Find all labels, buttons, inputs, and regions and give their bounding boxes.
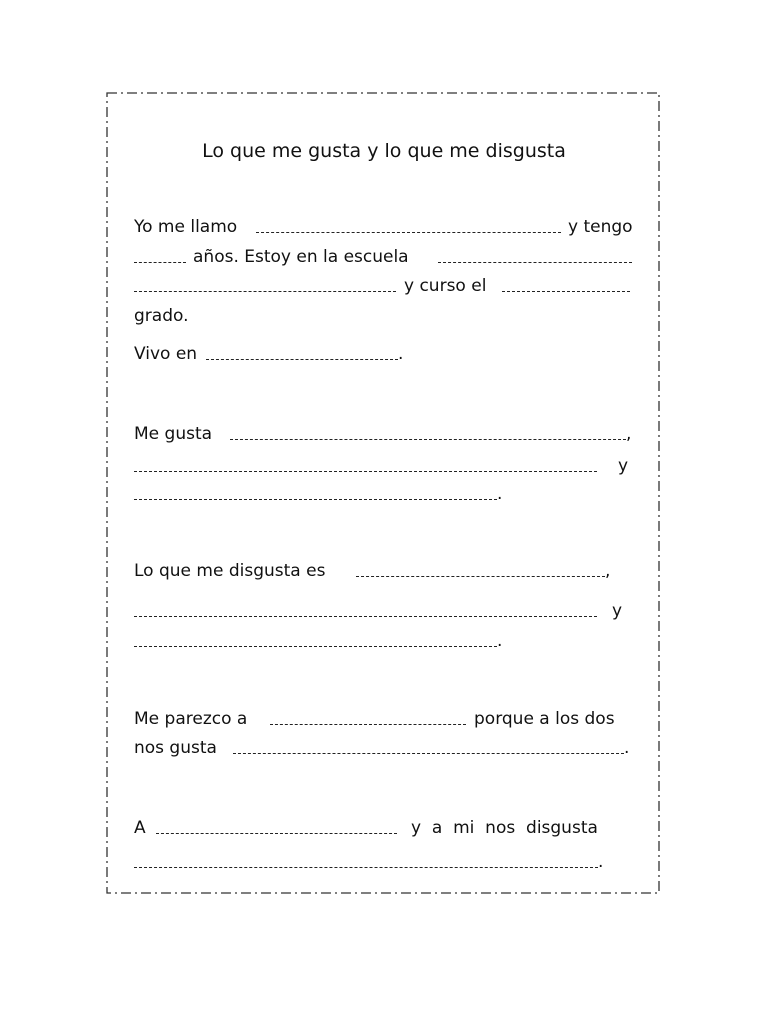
blank-school-1[interactable]: [438, 262, 632, 263]
punct: .: [497, 484, 503, 504]
punct: .: [624, 738, 630, 758]
text-age-label: y tengo: [568, 217, 633, 237]
worksheet-title: Lo que me gusta y lo que me disgusta: [202, 140, 566, 162]
text-we-like: nos gusta: [134, 738, 217, 758]
text-name-label: Yo me llamo: [134, 217, 238, 237]
punct: .: [497, 631, 503, 651]
blank-person[interactable]: [156, 833, 397, 834]
blank-age[interactable]: [134, 262, 186, 263]
text-grade-label: y curso el: [404, 276, 487, 296]
blank-name[interactable]: [256, 232, 561, 233]
blank-resemble[interactable]: [270, 724, 466, 725]
text-a: A: [134, 818, 146, 838]
text-grado: grado.: [134, 306, 189, 326]
text-school-label: años. Estoy en la escuela: [193, 247, 409, 267]
text-we-dislike: y a mi nos disgusta: [411, 818, 598, 838]
blank-likes-1[interactable]: [230, 439, 626, 440]
punct: ,: [605, 561, 611, 581]
text-live-label: Vivo en: [134, 344, 198, 364]
blank-dislikes-2[interactable]: [134, 616, 597, 617]
text-resemble-label: Me parezco a: [134, 709, 248, 729]
blank-school-2[interactable]: [134, 291, 396, 292]
blank-live[interactable]: [206, 359, 398, 360]
blank-we-dislike[interactable]: [134, 867, 598, 868]
blank-we-like[interactable]: [233, 753, 624, 754]
blank-dislikes-3[interactable]: [134, 646, 497, 647]
blank-grade[interactable]: [502, 291, 630, 292]
text-and: y: [612, 601, 623, 621]
text-because: porque a los dos: [474, 709, 615, 729]
text-dislikes-label: Lo que me disgusta es: [134, 561, 326, 581]
punct: .: [598, 852, 604, 872]
blank-likes-2[interactable]: [134, 471, 597, 472]
text-likes-label: Me gusta: [134, 424, 213, 444]
blank-likes-3[interactable]: [134, 499, 497, 500]
text-and: y: [618, 456, 629, 476]
punct: .: [398, 344, 404, 364]
punct: ,: [626, 424, 632, 444]
blank-dislikes-1[interactable]: [356, 576, 605, 577]
